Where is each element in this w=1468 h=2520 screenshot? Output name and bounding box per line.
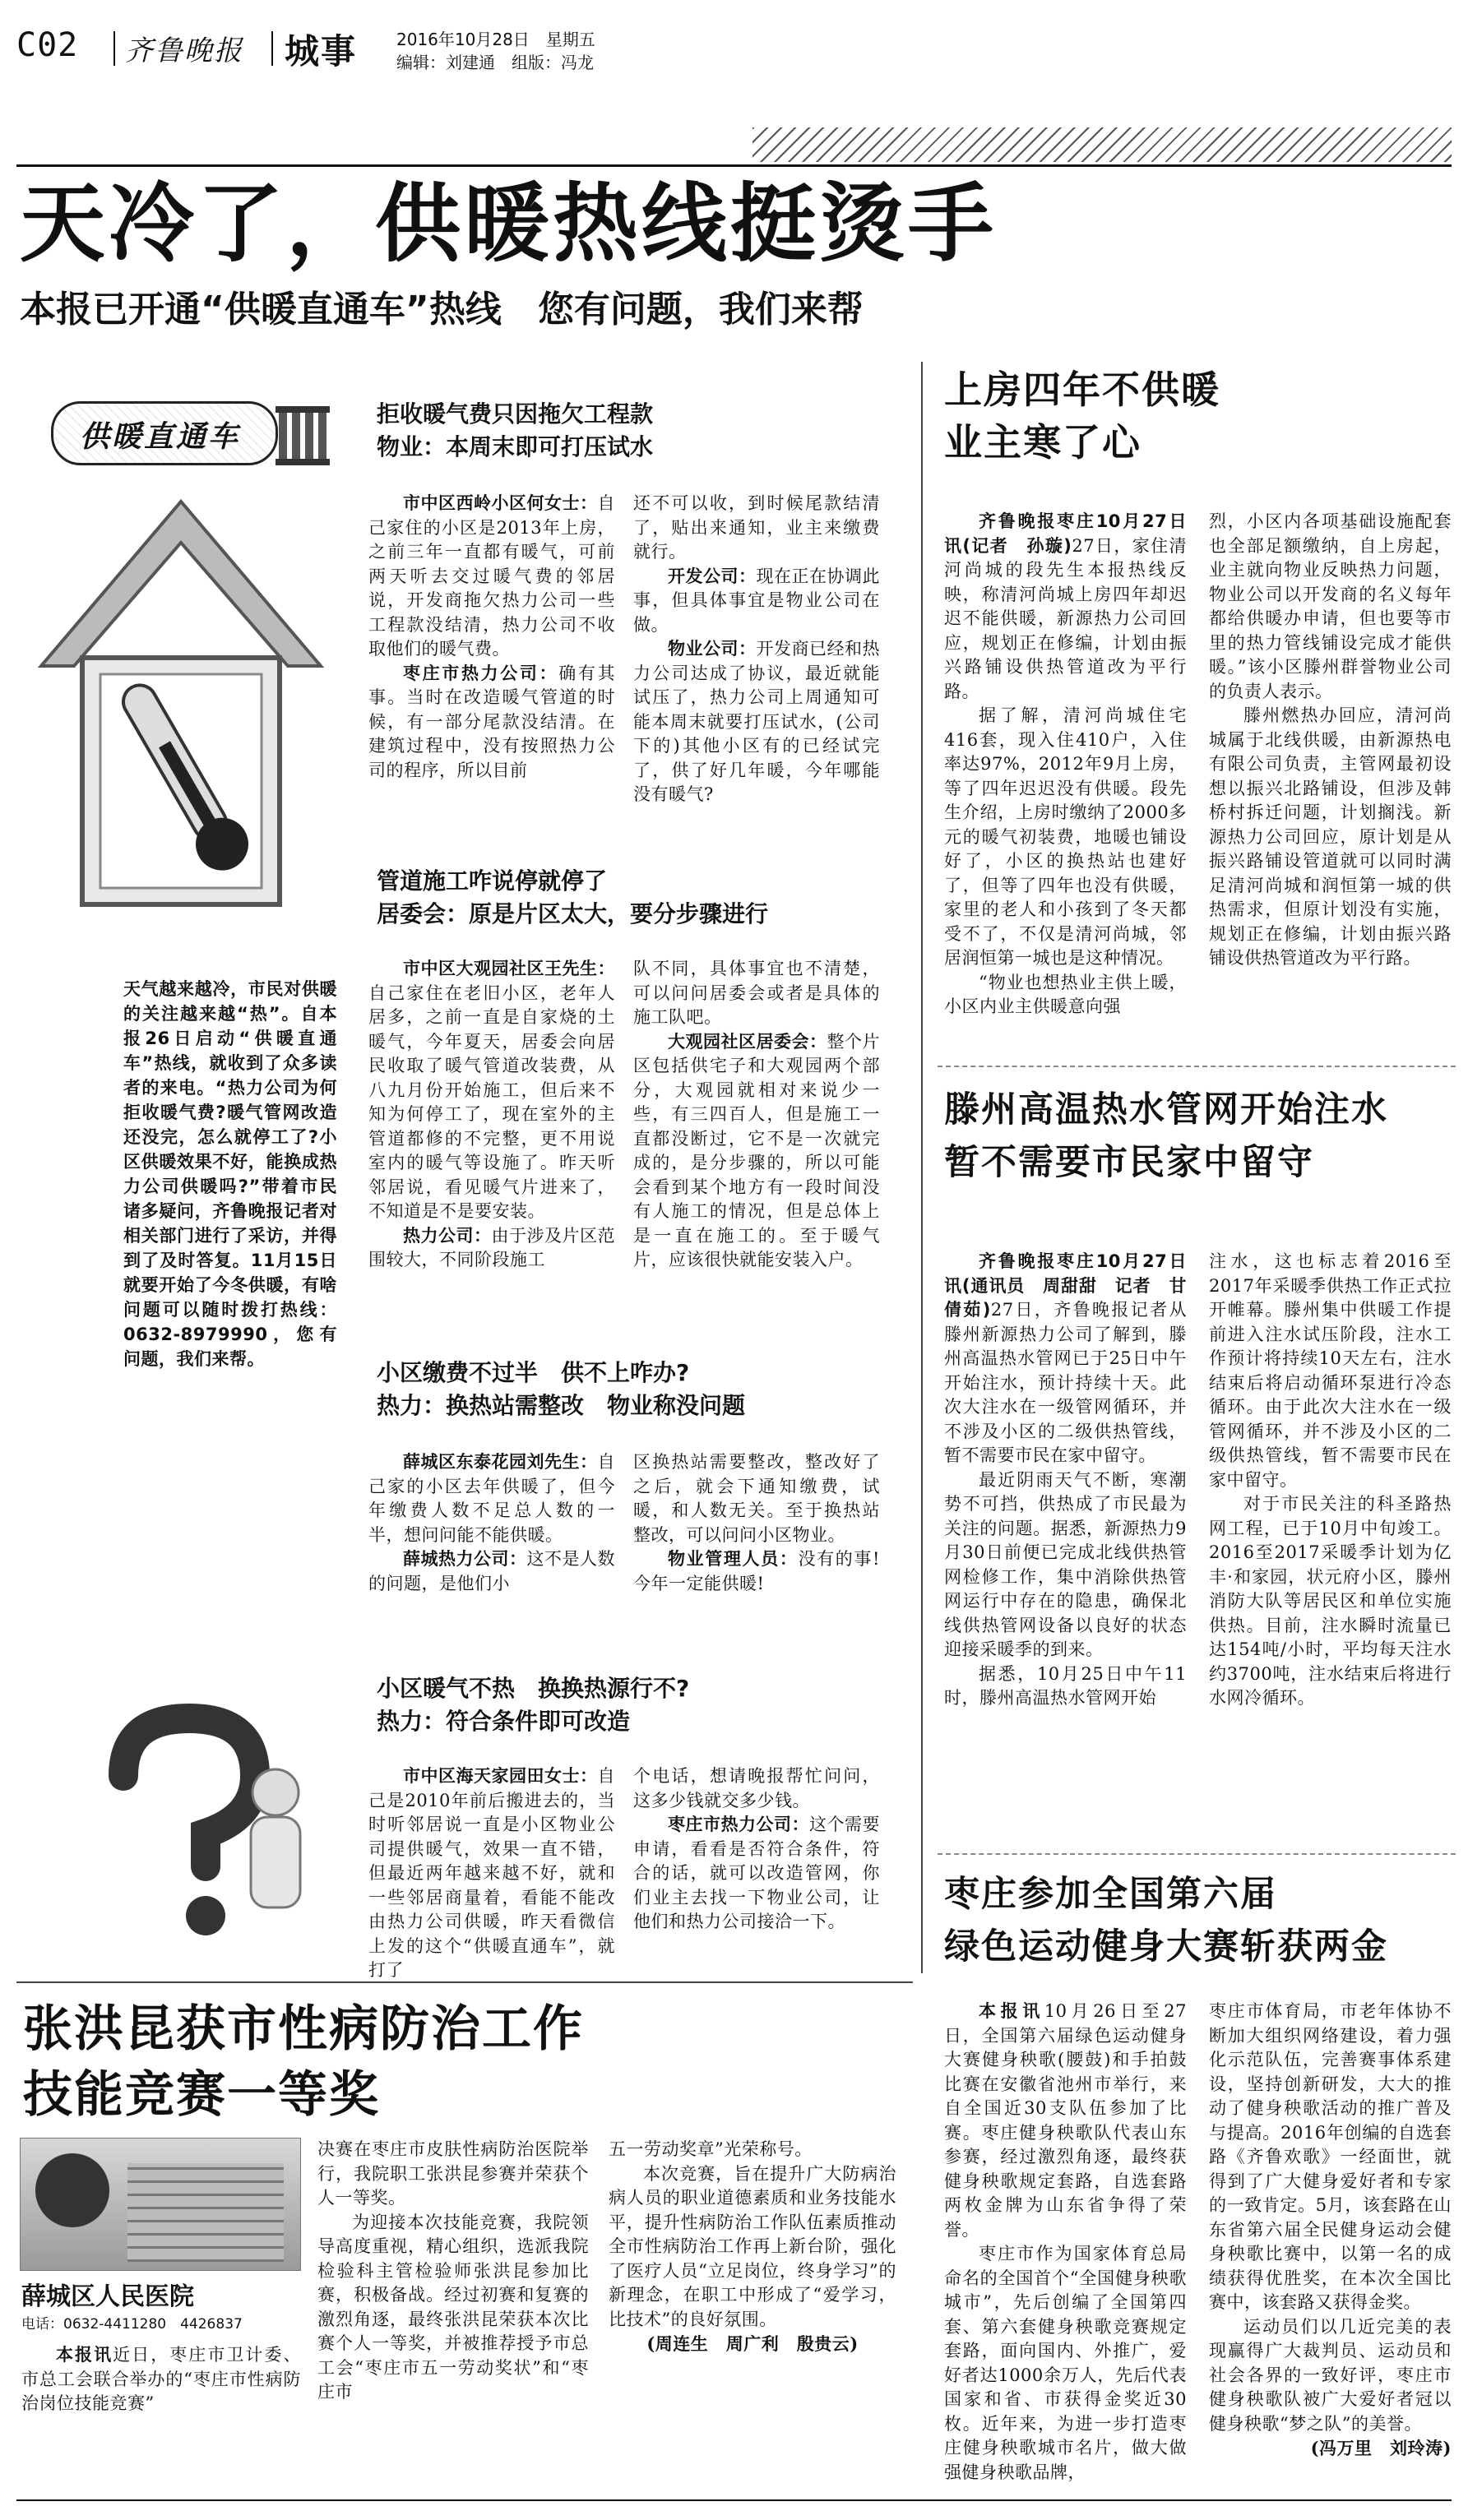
main-subtitle: 本报已开通“供暖直通车”热线 您有问题，我们来帮	[20, 289, 864, 331]
paragraph: 本报讯近日，枣庄市卫计委、市总工会联合举办的“枣庄市性病防治岗位技能竞赛”	[21, 2345, 301, 2413]
bottom-rule	[16, 2499, 1452, 2501]
paragraph: 大观园社区居委会：整个片区包括供宅子和大观园两个部分，大观园就相对来说少一些，有三四百人，但是施工一直都没断过，它不是一次就完成的，是分步骤的，所以可能会看到某个地方有一段时间没有人施工的情况，但是总体上是一直在施工的。至于暖气片，应该很快就能安装入户。	[633, 1031, 880, 1269]
paragraph: 热力公司：由于涉及片区范围较大，不同阶段施工	[368, 1225, 615, 1269]
byline: (冯万里 刘玲涛)	[1310, 2438, 1452, 2458]
qa3-title-line1: 小区缴费不过半 供不上咋办?	[377, 1359, 690, 1386]
paragraph: 薛城热力公司：这不是人数的问题，是他们小	[368, 1549, 615, 1593]
qa4-title-line2: 热力：符合条件即可改造	[377, 1708, 631, 1735]
paragraph: 决赛在枣庄市皮肤性病防治医院举行，我院职工张洪昆参赛并荣获个人一等奖。	[317, 2139, 589, 2208]
qa3-column-1	[368, 1450, 615, 1596]
paragraph: “物业也想热业主供上暖，小区内业主供暖意向强	[944, 972, 1187, 1016]
qa2-column-1	[368, 957, 615, 1273]
qa3-title-line2: 热力：换热站需整改 物业称没问题	[377, 1392, 746, 1419]
story1-column-2	[1209, 510, 1452, 971]
pipe-icon	[276, 395, 333, 469]
story1-title-line1: 上房四年不供暖	[944, 368, 1220, 412]
paragraph: 开发公司：现在正在协调此事，但具体事宜是物业公司在做。	[633, 566, 880, 635]
qa2-title	[377, 865, 887, 931]
story4-title	[23, 1996, 895, 2128]
paragraph: 五一劳动奖章”光荣称号。	[609, 2139, 813, 2159]
paragraph: 薛城区东泰花园刘先生：自己家的小区去年供暖了，但今年缴费人数不足总人数的一半，想问问能不能供暖。	[368, 1452, 615, 1545]
paragraph: 市中区海天家园田女士：自己是2010年前后搬进去的，当时听邻居说一直是小区物业公司提供暖气，效果一直不错，但最近两年越来越不好，就和一些邻居商量着，看能不能改由热力公司供暖，昨天看微信上发的这个“供暖直通车”，就打了	[368, 1766, 615, 1980]
story3-title-line2: 绿色运动健身大赛斩获两金	[944, 1926, 1388, 1967]
story3-column-2	[1209, 2000, 1452, 2461]
qa1-title-line2: 物业：本周末即可打压试水	[377, 433, 654, 460]
qa1-title-line1: 拒收暖气费只因拖欠工程款	[377, 400, 654, 428]
house-thermometer-icon	[33, 493, 329, 913]
story2-column-2	[1209, 1250, 1452, 1711]
byline: (周连生 周广利 殷贵云)	[646, 2333, 859, 2354]
story-separator	[938, 1066, 1456, 1067]
paper-name: 齐鲁晚报	[125, 35, 243, 67]
masthead-divider	[271, 31, 273, 66]
question-mark-icon	[74, 1702, 321, 1949]
column-divider	[921, 362, 923, 1973]
paragraph: 滕州燃热办回应，清河尚城属于北线供暖，由新源热电有限公司负责，主管网最初设想以振兴北路铺设，但涉及韩桥村拆迁问题，计划搁浅。新源热力公司回应，原计划是从振兴路铺设管道就可以同时满足清河尚城和润恒第一城的供热需求，但原计划没有实施，规划正在修编，计划由振兴路铺设供热管道改为平行路。	[1209, 705, 1452, 968]
qa1-title	[377, 398, 887, 464]
paragraph: 个电话，想请晚报帮忙问问，这多少钱就交多少钱。	[633, 1766, 880, 1810]
qa2-column-2	[633, 957, 880, 1273]
section-rule	[16, 1981, 913, 1983]
paragraph: 本次竞赛，旨在提升广大防病治病人员的职业道德素质和业务技能水平，提升性病防治工作队伍素质推动全市性病防治工作再上新台阶，强化了医疗人员“立足岗位，终身学习”的新理念，在职工中形成了“爱学习，比技术”的良好氛围。	[609, 2163, 896, 2329]
paragraph: 对于市民关注的科圣路热网工程，已于10月中旬竣工。2016至2017采暖季计划为亿丰·和家园，状元府小区，滕州消防大队等居民区和单位实施供热。目前，注水瞬时流量已达154吨/小时，平均每天注水约3700吨，注水结束后将进行水网冷循环。	[1209, 1494, 1452, 1708]
paragraph: 据了解，清河尚城住宅416套，现入住410户，入住率达97%，2012年9月上房，等了四年迟迟没有供暖。段先生介绍，上房时缴纳了2000多元的暖气初装费，地暖也铺设好了，小区的换热站也建好了，但等了四年也没有供暖，家里的老人和小孩到了冬天都受不了，不仅是清河尚城，邻居润恒第一城也是这种情况。	[944, 705, 1187, 968]
story1-title	[944, 363, 1454, 469]
story2-title-line2: 暂不需要市民家中留守	[944, 1142, 1314, 1183]
paragraph: 市中区大观园社区王先生：自己家住在老旧小区，老年人居多，之前一直是自家烧的土暖气，今年夏天，居委会向居民收取了暖气管道改装费，从八九月份开始施工，但后来不知为何停工了，现在室外的主管道都修的不完整，更不用说室内的暖气等设施了。昨天听邻居说，看见暖气片进来了，不知道是不是要安装。	[368, 959, 615, 1221]
qa4-title	[377, 1672, 887, 1738]
story4-column-3	[609, 2138, 896, 2356]
paragraph: 最近阴雨天气不断，寒潮势不可挡，供热成了市民最为关注的问题。据悉，新源热力9月30日前便已完成北线供热管网检修工作，集中消除供热管网运行中存在的隐患，确保北线供热管网设备以良好的状态迎接采暖季的到来。	[944, 1469, 1187, 1659]
paragraph: 为迎接本次技能竞赛，我院领导高度重视，精心组织，选派我院检验科主管检验师张洪昆参加比赛，积极备战。经过初赛和复赛的激烈角逐，最终张洪昆荣获本次比赛个人一等奖，并被推荐授予市总工会“枣庄市五一劳动奖状”和“枣庄市	[317, 2212, 589, 2402]
story4-column-1	[21, 2343, 301, 2416]
qa1-column-2	[633, 492, 880, 807]
story3-title	[944, 1868, 1462, 1973]
paragraph: 枣庄市热力公司：确有其事。当时在改造暖气管道的时候，有一部分尾款没结清。在建筑过程中，没有按照热力公司的程序，所以目前	[368, 663, 616, 780]
issue-date: 2016年10月28日 星期五	[396, 30, 595, 49]
masthead-rule	[16, 164, 1452, 167]
paragraph: 齐鲁晚报枣庄10月27日讯(通讯员 周甜甜 记者 甘倩茹)27日，齐鲁晚报记者从滕州新源热力公司了解到，滕州高温热水管网已于25日中午开始注水，预计持续十天。此次大注水在一级管网循环，并不涉及小区的二级供热管线，暂不需要市民在家中留守。	[944, 1251, 1187, 1465]
page-number: C02	[16, 26, 79, 64]
qa4-column-2	[633, 1764, 880, 1935]
qa4-title-line1: 小区暖气不热 换换热源行不?	[377, 1675, 690, 1702]
paragraph: 枣庄市体育局，市老年体协不断加大组织网络建设，着力强化示范队伍，完善赛事体系建设，坚持创新研发，大大的推动了健身秧歌活动的推广普及与提高。2016年创编的自选套路《齐鲁欢歌》一经面世，就得到了广大健身爱好者和专家的一致肯定。5月，该套路在山东省第六届全民健身运动会健身秧歌比赛中，以第一名的成绩获得优胜奖，在本次全国比赛中，该套路又获得金奖。	[1209, 2001, 1452, 2312]
building-block	[127, 2163, 284, 2262]
story2-column-1	[944, 1250, 1187, 1711]
paragraph: 物业公司：开发商已经和热力公司达成了协议，最近就能试压了，热力公司上周通知可能本周末就要打压试水，(公司下的)其他小区有的已经试完了，供了好几年暖，今年哪能没有暖气?	[633, 639, 880, 804]
story1-column-1	[944, 510, 1187, 1020]
story4-column-2	[317, 2138, 589, 2405]
qa3-title	[377, 1357, 887, 1422]
hospital-name: 薛城区人民医院	[21, 2282, 194, 2311]
qa4-column-1	[368, 1764, 615, 1983]
main-headline: 天冷了，供暖热线挺烫手	[20, 173, 998, 274]
paragraph: 市中区西岭小区何女士：自己家住的小区是2013年上房，之前三年一直都有暖气，可前两天听去交过暖气费的邻居说，开发商拖欠热力公司一些工程款没结清，热力公司不收取他们的暖气费。	[368, 493, 615, 659]
paragraph: 队不同，具体事宜也不清楚，可以问问居委会或者是具体的施工队吧。	[633, 959, 880, 1027]
editors: 编辑：刘建通 组版：冯龙	[396, 53, 594, 72]
story2-title-line1: 滕州高温热水管网开始注水	[944, 1089, 1388, 1131]
paragraph: 枣庄市热力公司：这个需要申请，看看是否符合条件，符合的话，就可以改造管网，你们业主去找一下物业公司，让他们和热力公司接洽一下。	[633, 1815, 880, 1931]
hospital-phone: 电话：0632-4411280 4426837	[21, 2316, 243, 2333]
qa3-column-2	[633, 1450, 880, 1596]
story1-title-line2: 业主寒了心	[944, 420, 1142, 465]
masthead-divider	[113, 31, 115, 66]
paragraph: 本报讯10月26日至27日，全国第六届绿色运动健身大赛健身秧歌(腰鼓)和手拍鼓比赛在安徽省池州市举行，来自全国近30支队伍参加了比赛。枣庄健身秧歌队代表山东参赛，经过激烈角逐，最终获健身秧歌规定套路，自选套路两枚金牌为山东省争得了荣誉。	[944, 2001, 1187, 2240]
qa1-column-1	[368, 492, 615, 783]
hospital-photo	[20, 2138, 301, 2271]
paragraph: 据悉，10月25日中午11时，滕州高温热水管网开始	[944, 1663, 1187, 1708]
paragraph: 齐鲁晚报枣庄10月27日讯(记者 孙璇)27日，家住清河尚城的段先生本报热线反映，称清河尚城上房四年却迟迟不能供暖，新源热力公司回应，规划正在修编，计划由振兴路铺设供热管道改为平行路。	[944, 511, 1187, 701]
paragraph: 物业管理人员：没有的事!今年一定能供暖!	[633, 1549, 880, 1593]
story3-column-1	[944, 2000, 1187, 2485]
paragraph: 注水，这也标志着2016至2017年采暖季供热工作正式拉开帷幕。滕州集中供暖工作提前进入注水试压阶段，注水工作预计将持续10天左右，注水结束后将启动循环泵进行冷态循环。由于此次大注水在一级管网循环，并不涉及小区的二级供热管线，暂不需要市民在家中留守。	[1209, 1251, 1452, 1490]
story4-title-line1: 张洪昆获市性病防治工作	[23, 2000, 584, 2058]
story4-title-line2: 技能竞赛一等奖	[23, 2066, 380, 2124]
paragraph: 运动员们以几近完美的表现赢得广大裁判员、运动员和社会各界的一致好评，枣庄市健身秧歌队被广大爱好者冠以健身秧歌“梦之队”的美誉。	[1209, 2316, 1452, 2434]
section-name: 城事	[285, 31, 358, 72]
qa2-title-line2: 居委会：原是片区太大，要分步骤进行	[377, 900, 769, 927]
paragraph: 烈，小区内各项基础设施配套也全部足额缴纳，自上房起，业主就向物业反映热力问题，物业公司以开发商的名义每年都给供暖办申请，但也要等市里的热力管线铺设完成才能供暖。”该小区滕州群誉物业公司的负责人表示。	[1209, 511, 1452, 701]
story-separator	[938, 1853, 1456, 1855]
paragraph: 区换热站需要整改，整改好了之后，就会下通知缴费，试暖，和人数无关。至于换热站整改，可以问问小区物业。	[633, 1452, 880, 1545]
paragraph: 枣庄市作为国家体育总局命名的全国首个“全国健身秧歌城市”，先后创编了全国第四套、第六套健身秧歌竞赛规定套路，面向国内、外推广，爱好者达1000余万人，先后代表国家和省、市获得金奖近30枚。近年来，为进一步打造枣庄健身秧歌城市名片，做大做强健身秧歌品牌，	[944, 2244, 1187, 2482]
qa2-title-line1: 管道施工咋说停就停了	[377, 867, 608, 895]
paragraph: 还不可以收，到时候尾款结清了，贴出来通知，业主来缴费就行。	[633, 493, 880, 562]
hospital-logo-icon	[35, 2153, 109, 2227]
badge-label: 供暖直通车	[80, 419, 241, 454]
story2-title	[944, 1084, 1462, 1189]
masthead	[16, 25, 1452, 74]
hotline-badge	[51, 401, 278, 465]
masthead-stripe	[753, 127, 1452, 162]
intro-text: 天气越来越冷，市民对供暖的关注越来越“热”。自本报26日启动“供暖直通车”热线，就收到了众多读者的来电。“热力公司为何拒收暖气费?暖气管网改造还没完，怎么就停工了?小区供暖效果不好，能换成热力公司供暖吗?”带着市民诸多疑问，齐鲁晚报记者对相关部门进行了采访，并得到了及时答复。11月15日就要开始了今冬供暖，有啥问题可以随时拨打热线：0632-8979990，您有问题，我们来帮。	[123, 979, 337, 1369]
story3-title-line1: 枣庄参加全国第六届	[944, 1874, 1277, 1915]
